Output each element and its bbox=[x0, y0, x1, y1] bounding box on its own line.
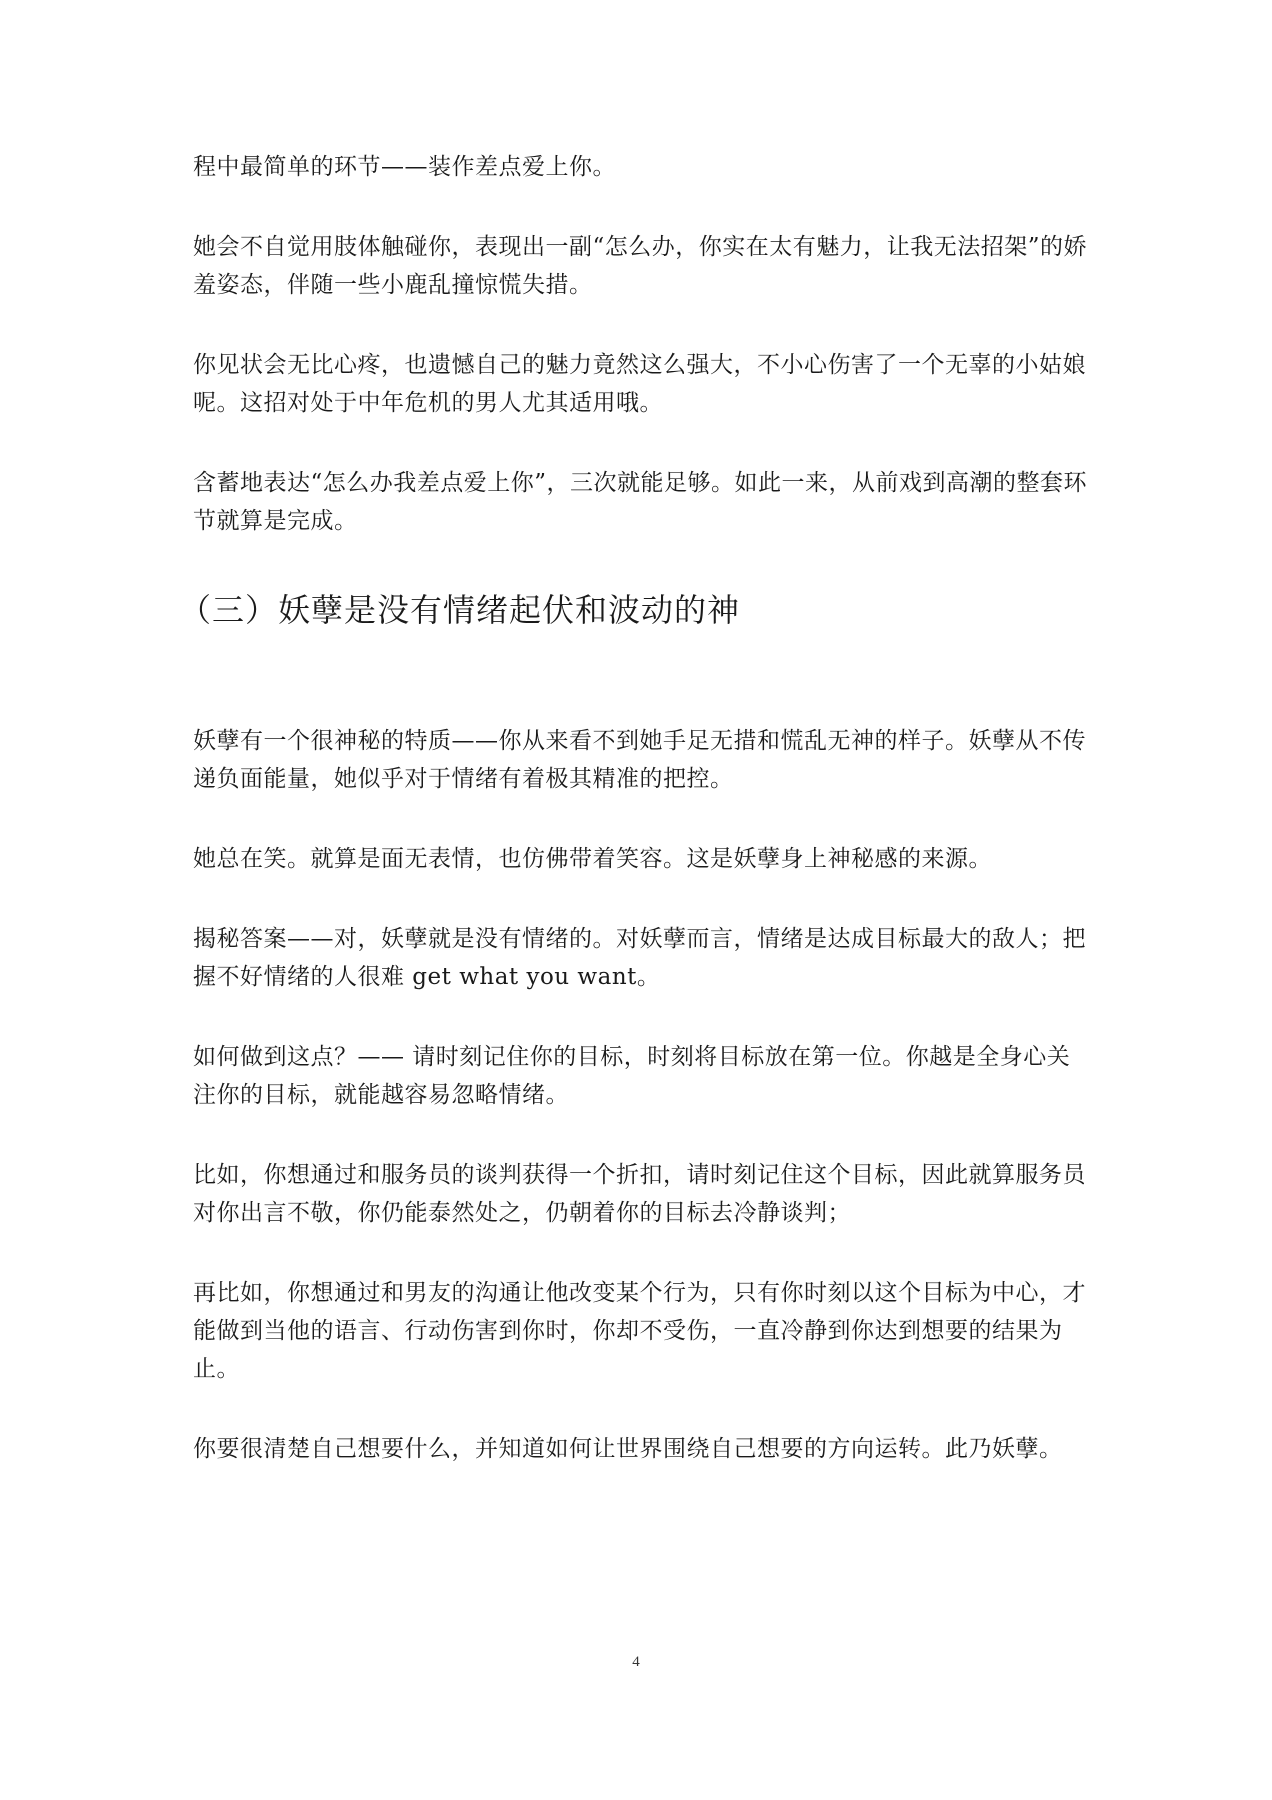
paragraph: 如何做到这点？—— 请时刻记住你的目标，时刻将目标放在第一位。你越是全身心关注你的目标，就能越容易忽略情绪。 bbox=[193, 1044, 1071, 1108]
paragraph: 程中最简单的环节——装作差点爱上你。 bbox=[193, 154, 616, 180]
paragraph: 你要很清楚自己想要什么，并知道如何让世界围绕自己想要的方向运转。此乃妖孽。 bbox=[193, 1436, 1063, 1462]
paragraph: 再比如，你想通过和男友的沟通让他改变某个行为，只有你时刻以这个目标为中心，才能做到当他的语言、行动伤害到你时，你却不受伤，一直冷静到你达到想要的结果为止。 bbox=[193, 1280, 1086, 1382]
section-heading: （三）妖孽是没有情绪起伏和波动的神 bbox=[179, 591, 741, 629]
paragraph: 她会不自觉用肢体触碰你，表现出一副“怎么办，你实在太有魅力，让我无法招架”的娇羞姿态，伴随一些小鹿乱撞惊慌失措。 bbox=[193, 234, 1088, 298]
paragraph: 比如，你想通过和服务员的谈判获得一个折扣，请时刻记住这个目标，因此就算服务员对你出言不敬，你仍能泰然处之，仍朝着你的目标去冷静谈判； bbox=[193, 1162, 1086, 1226]
paragraph: 妖孽有一个很神秘的特质——你从来看不到她手足无措和慌乱无神的样子。妖孽从不传递负面能量，她似乎对于情绪有着极其精准的把控。 bbox=[193, 728, 1086, 792]
paragraph: 含蓄地表达“怎么办我差点爱上你”，三次就能足够。如此一来，从前戏到高潮的整套环节就算是完成。 bbox=[193, 470, 1088, 534]
paragraph: 你见状会无比心疼，也遗憾自己的魅力竟然这么强大，不小心伤害了一个无辜的小姑娘呢。这招对处于中年危机的男人尤其适用哦。 bbox=[193, 352, 1086, 416]
page-content bbox=[179, 148, 1093, 1510]
paragraph: 她总在笑。就算是面无表情，也仿佛带着笑容。这是妖孽身上神秘感的来源。 bbox=[193, 846, 992, 872]
page-number: 4 bbox=[632, 1654, 640, 1670]
paragraph: 揭秘答案——对，妖孽就是没有情绪的。对妖孽而言，情绪是达成目标最大的敌人；把握不好情绪的人很难 get what you want。 bbox=[193, 926, 1086, 990]
